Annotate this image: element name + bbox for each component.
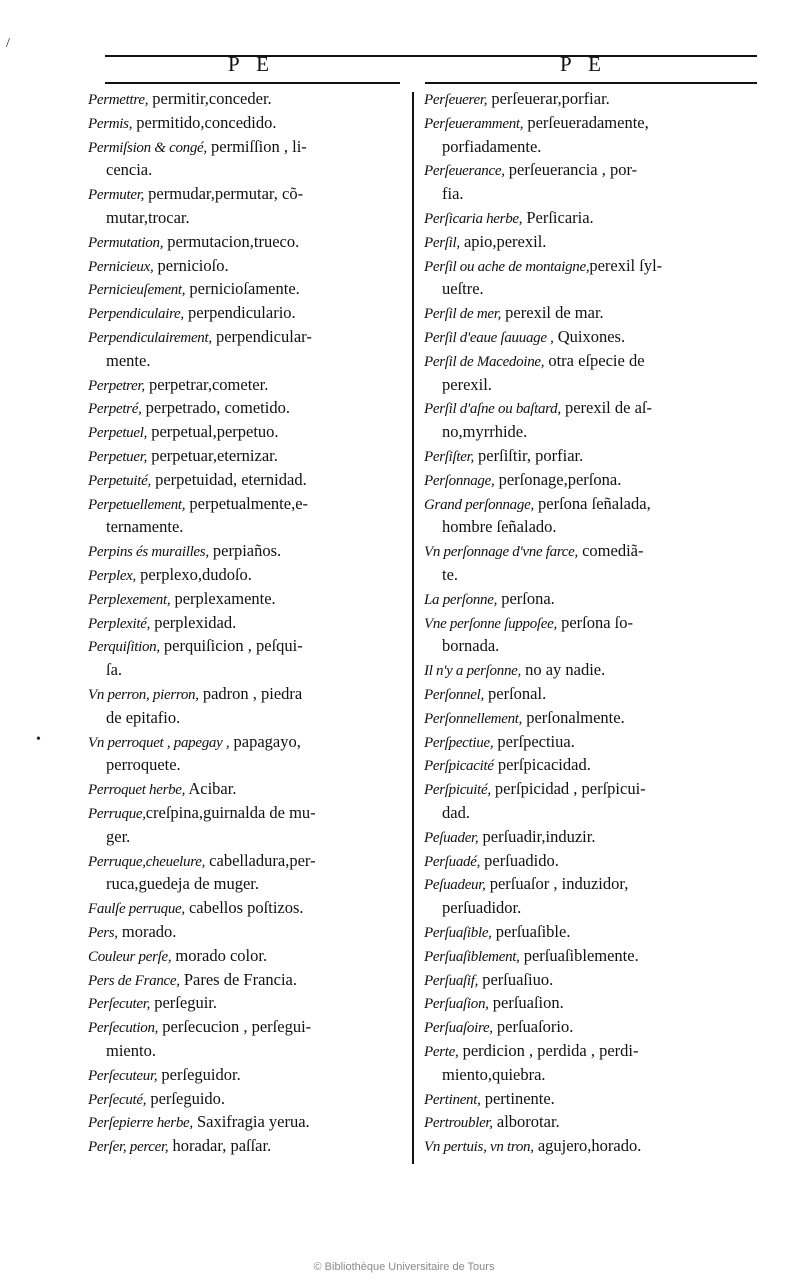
dictionary-entry <box>424 1088 555 1111</box>
definition-continuation: mutar,trocar. <box>106 208 190 227</box>
dictionary-entry <box>424 826 595 849</box>
definition: permitido,concedido. <box>132 112 277 132</box>
headword: Perſil d'aſne ou baſtard, <box>424 401 561 418</box>
definition: perſuaſiblemente. <box>519 945 639 965</box>
definition: perſeueradamente, <box>523 112 649 132</box>
definition-continuation: no,myrrhide. <box>442 422 528 442</box>
dictionary-entry <box>88 683 302 706</box>
stray-dot: • <box>36 732 41 747</box>
definition-continuation: mente. <box>106 350 151 370</box>
definition: perpendiculario. <box>183 303 296 323</box>
headword: Perſuaſiblement, <box>424 948 520 965</box>
dictionary-entry <box>424 969 553 992</box>
dictionary-entry <box>424 1135 641 1158</box>
definition: perexil de mar. <box>501 303 604 323</box>
headword: Pertroubler, <box>424 1115 493 1132</box>
dictionary-entry <box>88 897 304 920</box>
headword: Perſepierre herbe, <box>88 1115 193 1132</box>
definition: Saxifragia yerua. <box>192 1112 310 1132</box>
dictionary-entry <box>88 255 229 278</box>
headword: Pertinent, <box>424 1091 481 1108</box>
dictionary-entry <box>88 397 290 420</box>
definition-continuation: de epitafio. <box>106 707 181 727</box>
definition: no ay nadie. <box>520 660 606 680</box>
dictionary-entry <box>88 183 303 206</box>
dictionary-entry <box>424 326 625 349</box>
definition: Perſicaria. <box>522 208 594 227</box>
headword: Perpetré, <box>88 401 142 418</box>
dictionary-entry <box>424 469 621 492</box>
dictionary-entry <box>88 445 278 468</box>
dictionary-entry <box>424 754 591 777</box>
dictionary-entry <box>88 540 281 563</box>
definition: perſona ſeñalada, <box>533 493 651 513</box>
definition: perſeuerancia , por- <box>504 160 638 180</box>
definition-continuation: cencia. <box>106 160 153 180</box>
headword: Permuter, <box>88 187 145 204</box>
headword: Permettre, <box>88 92 149 108</box>
headword: Perte, <box>424 1044 459 1060</box>
dictionary-entry <box>88 421 279 444</box>
dictionary-entry <box>424 1040 639 1063</box>
headword: Permiſsion & congé, <box>88 139 207 156</box>
definition: perexil ſyl- <box>589 255 663 275</box>
definition-continuation: porfiadamente. <box>442 136 542 156</box>
definition: perſuadido. <box>480 850 559 870</box>
dictionary-entry <box>424 945 639 968</box>
headword: Perſpectiue, <box>424 734 494 751</box>
definition: perpiaños. <box>208 541 282 561</box>
headword: Perſonnellement, <box>424 710 523 727</box>
definition: perplexo,dudoſo. <box>136 565 252 584</box>
dictionary-entry <box>424 445 583 468</box>
definition-continuation: perexil. <box>442 374 492 394</box>
dictionary-entry <box>88 88 272 111</box>
headword: Perſecuteur, <box>88 1067 158 1084</box>
headword: Perſuaſible, <box>424 925 492 941</box>
definition: permitir,conceder. <box>148 89 272 108</box>
headword: Il n'y a perſonne, <box>424 663 521 680</box>
dictionary-entry <box>88 326 312 349</box>
definition: perſecucion , perſegui- <box>158 1017 312 1037</box>
headword: Perpendiculaire, <box>88 306 184 323</box>
definition-continuation: ueſtre. <box>442 279 484 299</box>
headword: La perſonne, <box>424 591 498 608</box>
headword: Pers, <box>88 925 118 941</box>
definition: otra eſpecie de <box>544 350 645 370</box>
dictionary-entry <box>424 992 564 1015</box>
headword: Perſer, percer, <box>88 1139 169 1156</box>
dictionary-entry <box>88 1111 310 1134</box>
definition: perſiſtir, porfiar. <box>473 446 584 465</box>
definition-continuation: te. <box>442 565 459 584</box>
definition: perſuaſor , induzidor, <box>485 874 629 894</box>
definition: morado. <box>117 922 177 941</box>
dictionary-entry <box>424 88 610 111</box>
dictionary-entry <box>424 255 662 278</box>
running-header-left: P E <box>228 52 275 76</box>
headword: Peſuadeur, <box>424 877 486 894</box>
definition: creſpina,guirnalda de mu- <box>145 803 316 822</box>
dictionary-entry <box>88 731 301 754</box>
headword: Faulſe perruque, <box>88 901 185 918</box>
definition: perſona. <box>497 588 555 608</box>
definition: pernicioſamente. <box>185 279 300 299</box>
definition-continuation: miento. <box>106 1041 156 1060</box>
dictionary-entry <box>424 207 594 230</box>
definition-continuation: bornada. <box>442 636 500 656</box>
headword: Perſonnel, <box>424 687 484 703</box>
headword: Perpins és murailles, <box>88 544 209 561</box>
headword: Perſuaſoire, <box>424 1020 493 1037</box>
dictionary-entry <box>424 302 604 325</box>
headword: Perpetrer, <box>88 377 145 394</box>
dictionary-entry <box>88 778 236 801</box>
headword: Perpetuer, <box>88 449 148 465</box>
headword: Peſuader, <box>424 829 479 846</box>
dictionary-entry <box>88 635 303 658</box>
dictionary-entry <box>88 278 300 301</box>
headword: Perſil, <box>424 234 460 251</box>
dictionary-entry <box>88 469 307 492</box>
definition: perſuadir,induzir. <box>478 826 596 846</box>
headword: Perplexement, <box>88 591 171 608</box>
definition: perſonage,perſona. <box>494 469 622 489</box>
definition: perpetuar,eternizar. <box>147 446 278 465</box>
headword: Perſecution, <box>88 1020 159 1037</box>
definition-continuation: perroquete. <box>106 755 181 775</box>
headword: Perruque,cheuelure, <box>88 853 206 870</box>
definition: Acibar. <box>185 779 237 799</box>
dictionary-entry <box>88 850 316 873</box>
definition: Pares de Francia. <box>179 969 298 989</box>
dictionary-entry <box>88 802 316 825</box>
definition: Quixones. <box>553 327 626 346</box>
dictionary-entry <box>88 136 307 159</box>
definition: perſpicacidad. <box>493 755 591 775</box>
definition: alborotar. <box>492 1112 560 1132</box>
dictionary-entry <box>88 493 308 516</box>
definition: apio,perexil. <box>459 231 547 251</box>
dictionary-entry <box>88 564 252 587</box>
headword: Perruque, <box>88 806 146 822</box>
definition: cabelladura,per- <box>205 850 316 870</box>
headword: Perſicaria herbe, <box>424 211 523 227</box>
dictionary-entry <box>88 969 297 992</box>
headword: Permutation, <box>88 234 164 251</box>
copyright-footer: © Bibliothèque Universitaire de Tours <box>313 1261 495 1273</box>
definition: perplexidad. <box>150 612 237 632</box>
dictionary-entry <box>424 397 652 420</box>
dictionary-entry <box>88 302 296 325</box>
header-rule-right <box>425 82 757 84</box>
dictionary-entry <box>424 921 570 944</box>
headword: Perſonnage, <box>424 472 495 489</box>
headword: Perpetuel, <box>88 425 148 442</box>
headword: Couleur perſe, <box>88 948 172 965</box>
dictionary-entry <box>88 374 268 397</box>
dictionary-entry <box>88 1088 225 1111</box>
headword: Vn pertuis, vn tron, <box>424 1139 534 1156</box>
definition: perpetualmente,e- <box>185 493 309 513</box>
definition: horadar, paſſar. <box>168 1136 272 1156</box>
dictionary-entry <box>88 921 176 944</box>
headword: Perſuaſion, <box>424 996 489 1013</box>
definition: perpendicular- <box>211 327 312 346</box>
stray-mark: / <box>6 36 10 51</box>
headword: Perplex, <box>88 568 136 584</box>
definition: perſeguidor. <box>157 1064 241 1084</box>
definition: permudar,permutar, cõ- <box>144 184 304 204</box>
headword: Perpendiculairement, <box>88 330 212 346</box>
definition: perſona ſo- <box>556 612 634 632</box>
definition: perſeguido. <box>146 1088 226 1108</box>
dictionary-entry <box>424 231 546 254</box>
top-rule <box>105 55 757 57</box>
headword: Vne perſonne ſuppoſee, <box>424 615 557 632</box>
dictionary-entry <box>424 112 649 135</box>
headword: Perſuaſif, <box>424 972 479 989</box>
definition: perplexamente. <box>170 588 276 608</box>
dictionary-entry <box>88 992 217 1015</box>
dictionary-entry <box>424 612 633 635</box>
headword: Perroquet herbe, <box>88 782 186 799</box>
definition: comediã- <box>577 541 644 561</box>
headword: Perſecuter, <box>88 996 151 1013</box>
headword: Perſil d'eaue ſauuage , <box>424 330 554 346</box>
dictionary-entry <box>424 159 637 182</box>
dictionary-entry <box>424 588 555 611</box>
headword: Perpetuellement, <box>88 496 186 513</box>
definition: cabellos poſtizos. <box>184 898 304 918</box>
definition-continuation: fia. <box>442 184 464 204</box>
dictionary-entry <box>424 350 645 373</box>
definition-continuation: hombre ſeñalado. <box>442 517 557 537</box>
definition: perpetrado, cometido. <box>141 398 290 418</box>
dictionary-entry <box>424 1111 560 1134</box>
dictionary-entry <box>88 588 276 611</box>
dictionary-entry <box>424 540 644 563</box>
headword: Vn perron, pierron, <box>88 687 199 703</box>
definition: padron , piedra <box>198 684 303 703</box>
definition: papagayo, <box>229 731 301 751</box>
dictionary-entry <box>424 850 559 873</box>
definition: perſeguir. <box>150 993 217 1013</box>
headword: Perſuadé, <box>424 853 481 870</box>
dictionary-entry <box>88 945 267 968</box>
dictionary-entry <box>88 231 299 254</box>
headword: Perſpicuité, <box>424 782 491 799</box>
header-rule-left <box>105 82 400 84</box>
definition: morado color. <box>171 945 268 965</box>
definition: perpetuidad, eternidad. <box>150 469 307 489</box>
definition: perſpicidad , perſpicui- <box>490 779 646 799</box>
definition: perquiſicion , peſqui- <box>159 636 303 656</box>
definition: pertinente. <box>480 1088 555 1108</box>
headword: Perpetuité, <box>88 472 151 489</box>
definition-continuation: perſuadidor. <box>442 898 522 918</box>
definition: perpetual,perpetuo. <box>147 422 279 442</box>
headword: Perſil ou ache de montaigne, <box>424 258 590 275</box>
dictionary-entry <box>424 659 605 682</box>
headword: Perſeuerer, <box>424 92 488 108</box>
headword: Vn perſonnage d'vne farce, <box>424 544 578 561</box>
definition: perſuaſible. <box>491 922 571 941</box>
definition-continuation: miento,quiebra. <box>442 1064 546 1084</box>
running-header-right: P E <box>560 52 607 76</box>
headword: Perſeueramment, <box>424 115 524 132</box>
dictionary-entry <box>424 731 575 754</box>
headword: Perſiſter, <box>424 449 474 465</box>
dictionary-entry <box>88 1135 271 1158</box>
headword: Permis, <box>88 115 133 132</box>
definition-continuation: ſa. <box>106 660 123 680</box>
headword: Perſecuté, <box>88 1091 147 1108</box>
headword: Grand perſonnage, <box>424 496 534 513</box>
definition: perſuaſiuo. <box>478 969 554 989</box>
headword: Pernicieuſement, <box>88 282 186 299</box>
definition-continuation: ger. <box>106 826 131 846</box>
headword: Perſeuerance, <box>424 163 505 180</box>
definition-continuation: ruca,guedeja de muger. <box>106 874 260 894</box>
dictionary-entry <box>424 683 546 706</box>
headword: Vn perroquet , papegay , <box>88 734 230 751</box>
definition: permutacion,trueco. <box>163 231 300 251</box>
definition: perſuaſion. <box>488 993 564 1013</box>
definition: perſonalmente. <box>522 707 625 727</box>
headword: Perplexité, <box>88 615 151 632</box>
column-divider <box>412 92 414 1164</box>
definition: perpetrar,cometer. <box>144 374 269 394</box>
headword: Perquiſition, <box>88 639 160 656</box>
dictionary-entry <box>88 1016 311 1039</box>
definition: perexil de aſ- <box>560 398 652 418</box>
dictionary-entry <box>424 707 625 730</box>
dictionary-entry <box>88 612 236 635</box>
definition: perſonal. <box>483 684 547 703</box>
definition: permiſſion , li- <box>206 136 307 156</box>
dictionary-entry <box>424 778 646 801</box>
definition: perdicion , perdida , perdi- <box>458 1041 639 1060</box>
headword: Perſil de mer, <box>424 306 502 323</box>
dictionary-entry <box>88 1064 241 1087</box>
headword: Perſil de Macedoine, <box>424 353 545 370</box>
headword: Pers de France, <box>88 972 180 989</box>
dictionary-entry <box>424 1016 573 1039</box>
dictionary-entry <box>88 112 277 135</box>
dictionary-entry <box>424 493 651 516</box>
definition: pernicioſo. <box>153 255 229 275</box>
definition-continuation: ternamente. <box>106 517 184 537</box>
headword: Perſpicacité <box>424 758 494 775</box>
definition: agujero,horado. <box>533 1136 642 1156</box>
definition: perſuaſorio. <box>492 1017 574 1037</box>
definition: perſeuerar,porfiar. <box>487 89 610 108</box>
headword: Pernicieux, <box>88 258 154 275</box>
definition: perſpectiua. <box>493 731 575 751</box>
definition-continuation: dad. <box>442 803 470 822</box>
dictionary-entry <box>424 873 628 896</box>
